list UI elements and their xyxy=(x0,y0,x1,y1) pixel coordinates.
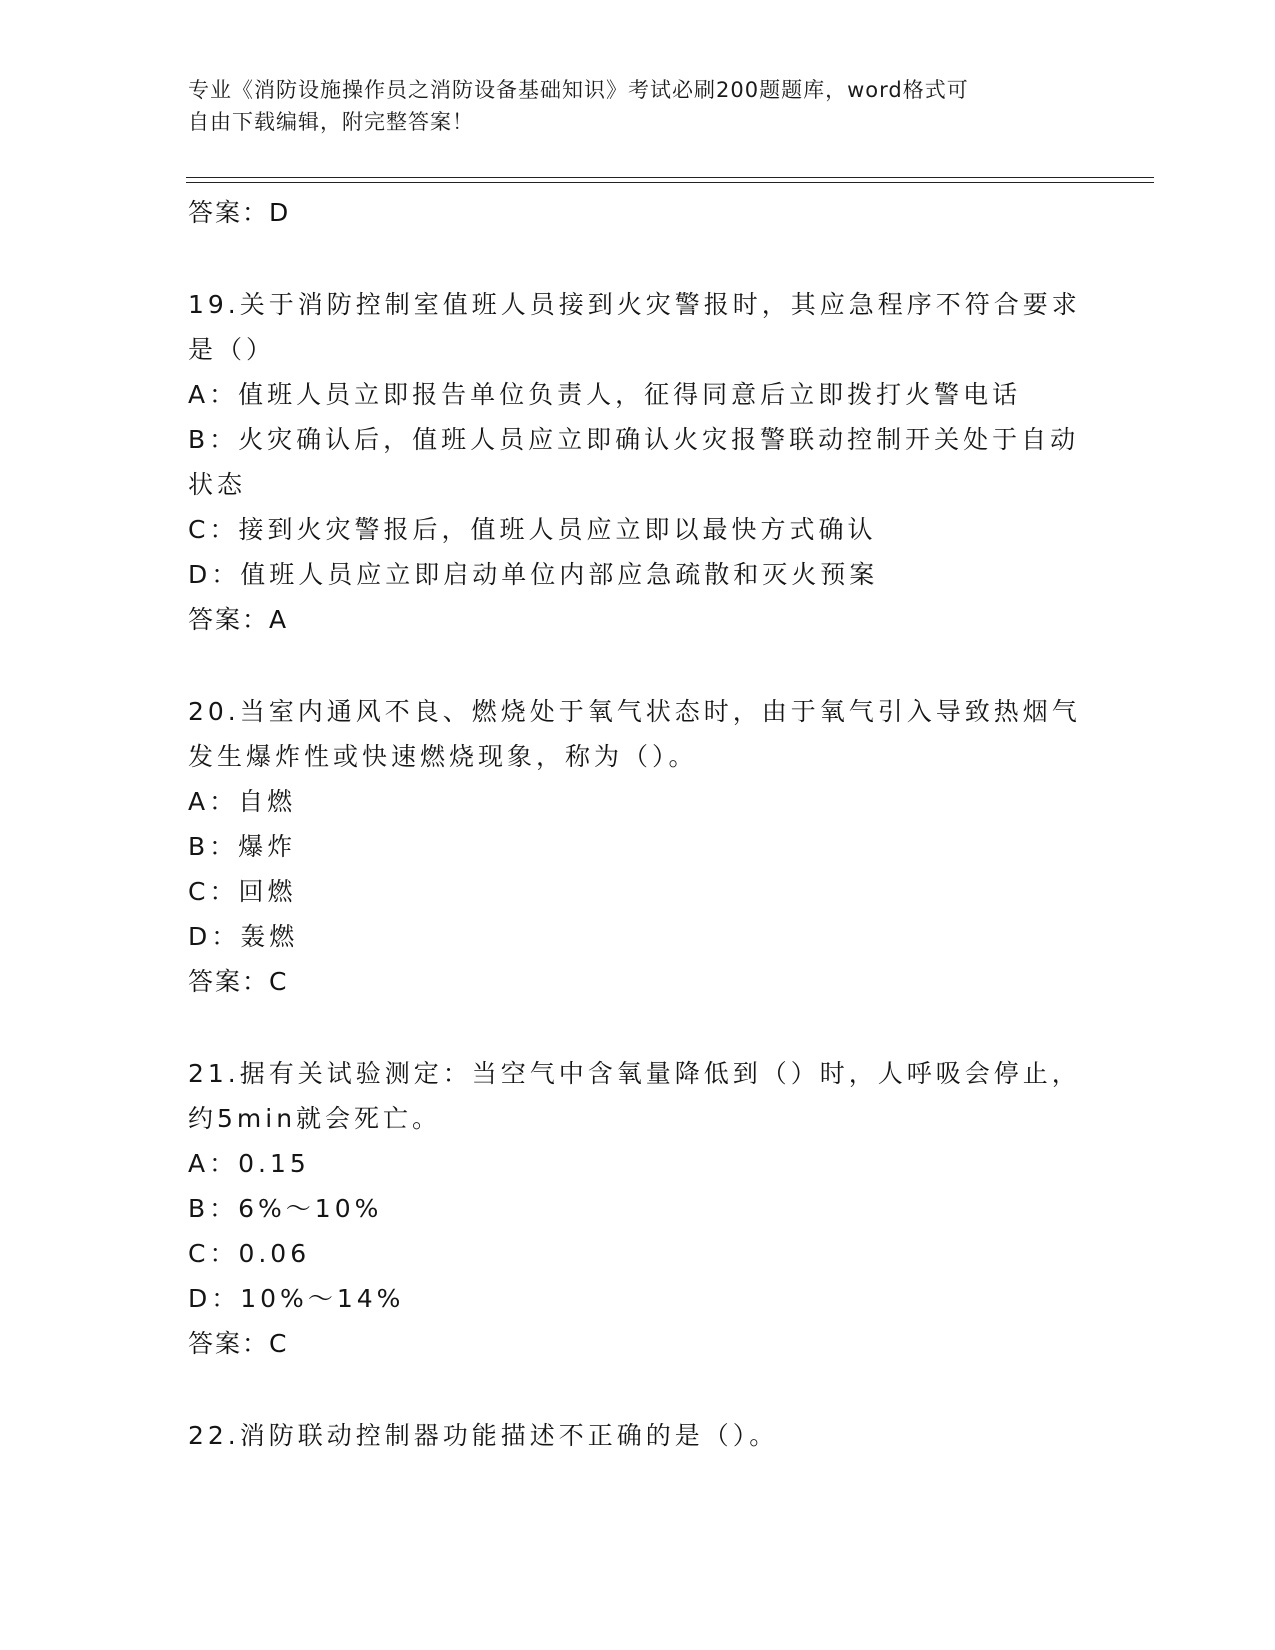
question-20 xyxy=(188,689,1088,1004)
question-21-option-d: D：10%～14% xyxy=(188,1284,405,1313)
question-19-stem-line-2: 是（） xyxy=(188,335,276,364)
question-20-option-b: B：爆炸 xyxy=(188,832,297,861)
question-20-option-a: A：自燃 xyxy=(188,787,297,816)
header-line-2: 自由下载编辑，附完整答案！ xyxy=(188,110,474,134)
question-20-stem-line-2: 发生爆炸性或快速燃烧现象，称为（）。 xyxy=(188,742,698,771)
question-19-option-d: D：值班人员应立即启动单位内部应急疏散和灭火预案 xyxy=(188,560,879,589)
answer-previous: 答案：D xyxy=(188,198,291,227)
question-content xyxy=(188,190,1088,1458)
header-rule-bottom xyxy=(186,182,1154,183)
question-19-stem-line-1: 19.关于消防控制室值班人员接到火灾警报时，其应急程序不符合要求 xyxy=(188,290,1081,319)
header-rule-top xyxy=(186,177,1154,178)
question-21-answer: 答案：C xyxy=(188,1329,289,1358)
question-19-option-c: C：接到火灾警报后，值班人员应立即以最快方式确认 xyxy=(188,515,877,544)
question-19-option-a: A：值班人员立即报告单位负责人，征得同意后立即拨打火警电话 xyxy=(188,380,1022,409)
document-header xyxy=(188,74,1088,138)
question-20-stem-line-1: 20.当室内通风不良、燃烧处于氧气状态时，由于氧气引入导致热烟气 xyxy=(188,697,1081,726)
spacer xyxy=(188,1004,1088,1051)
question-19-option-b-line-2: 状态 xyxy=(188,470,247,499)
question-21 xyxy=(188,1051,1088,1366)
question-20-answer: 答案：C xyxy=(188,967,289,996)
question-21-stem-line-2: 约5min就会死亡。 xyxy=(188,1104,442,1133)
question-19-answer: 答案：A xyxy=(188,605,289,634)
question-21-option-c: C：0.06 xyxy=(188,1239,311,1268)
question-19-option-b-line-1: B：火灾确认后，值班人员应立即确认火灾报警联动控制开关处于自动 xyxy=(188,425,1080,454)
question-20-option-d: D：轰燃 xyxy=(188,922,299,951)
question-22-stem-line-1: 22.消防联动控制器功能描述不正确的是（）。 xyxy=(188,1421,779,1450)
header-line-1: 专业《消防设施操作员之消防设备基础知识》考试必刷200题题库，word格式可 xyxy=(188,78,969,102)
question-19 xyxy=(188,282,1088,642)
question-21-stem-line-1: 21.据有关试验测定：当空气中含氧量降低到（）时，人呼吸会停止， xyxy=(188,1059,1081,1088)
spacer xyxy=(188,642,1088,689)
spacer xyxy=(188,235,1088,282)
question-20-option-c: C：回燃 xyxy=(188,877,297,906)
spacer xyxy=(188,1366,1088,1413)
question-21-option-b: B：6%～10% xyxy=(188,1194,383,1223)
question-21-option-a: A：0.15 xyxy=(188,1149,310,1178)
question-22 xyxy=(188,1413,1088,1458)
